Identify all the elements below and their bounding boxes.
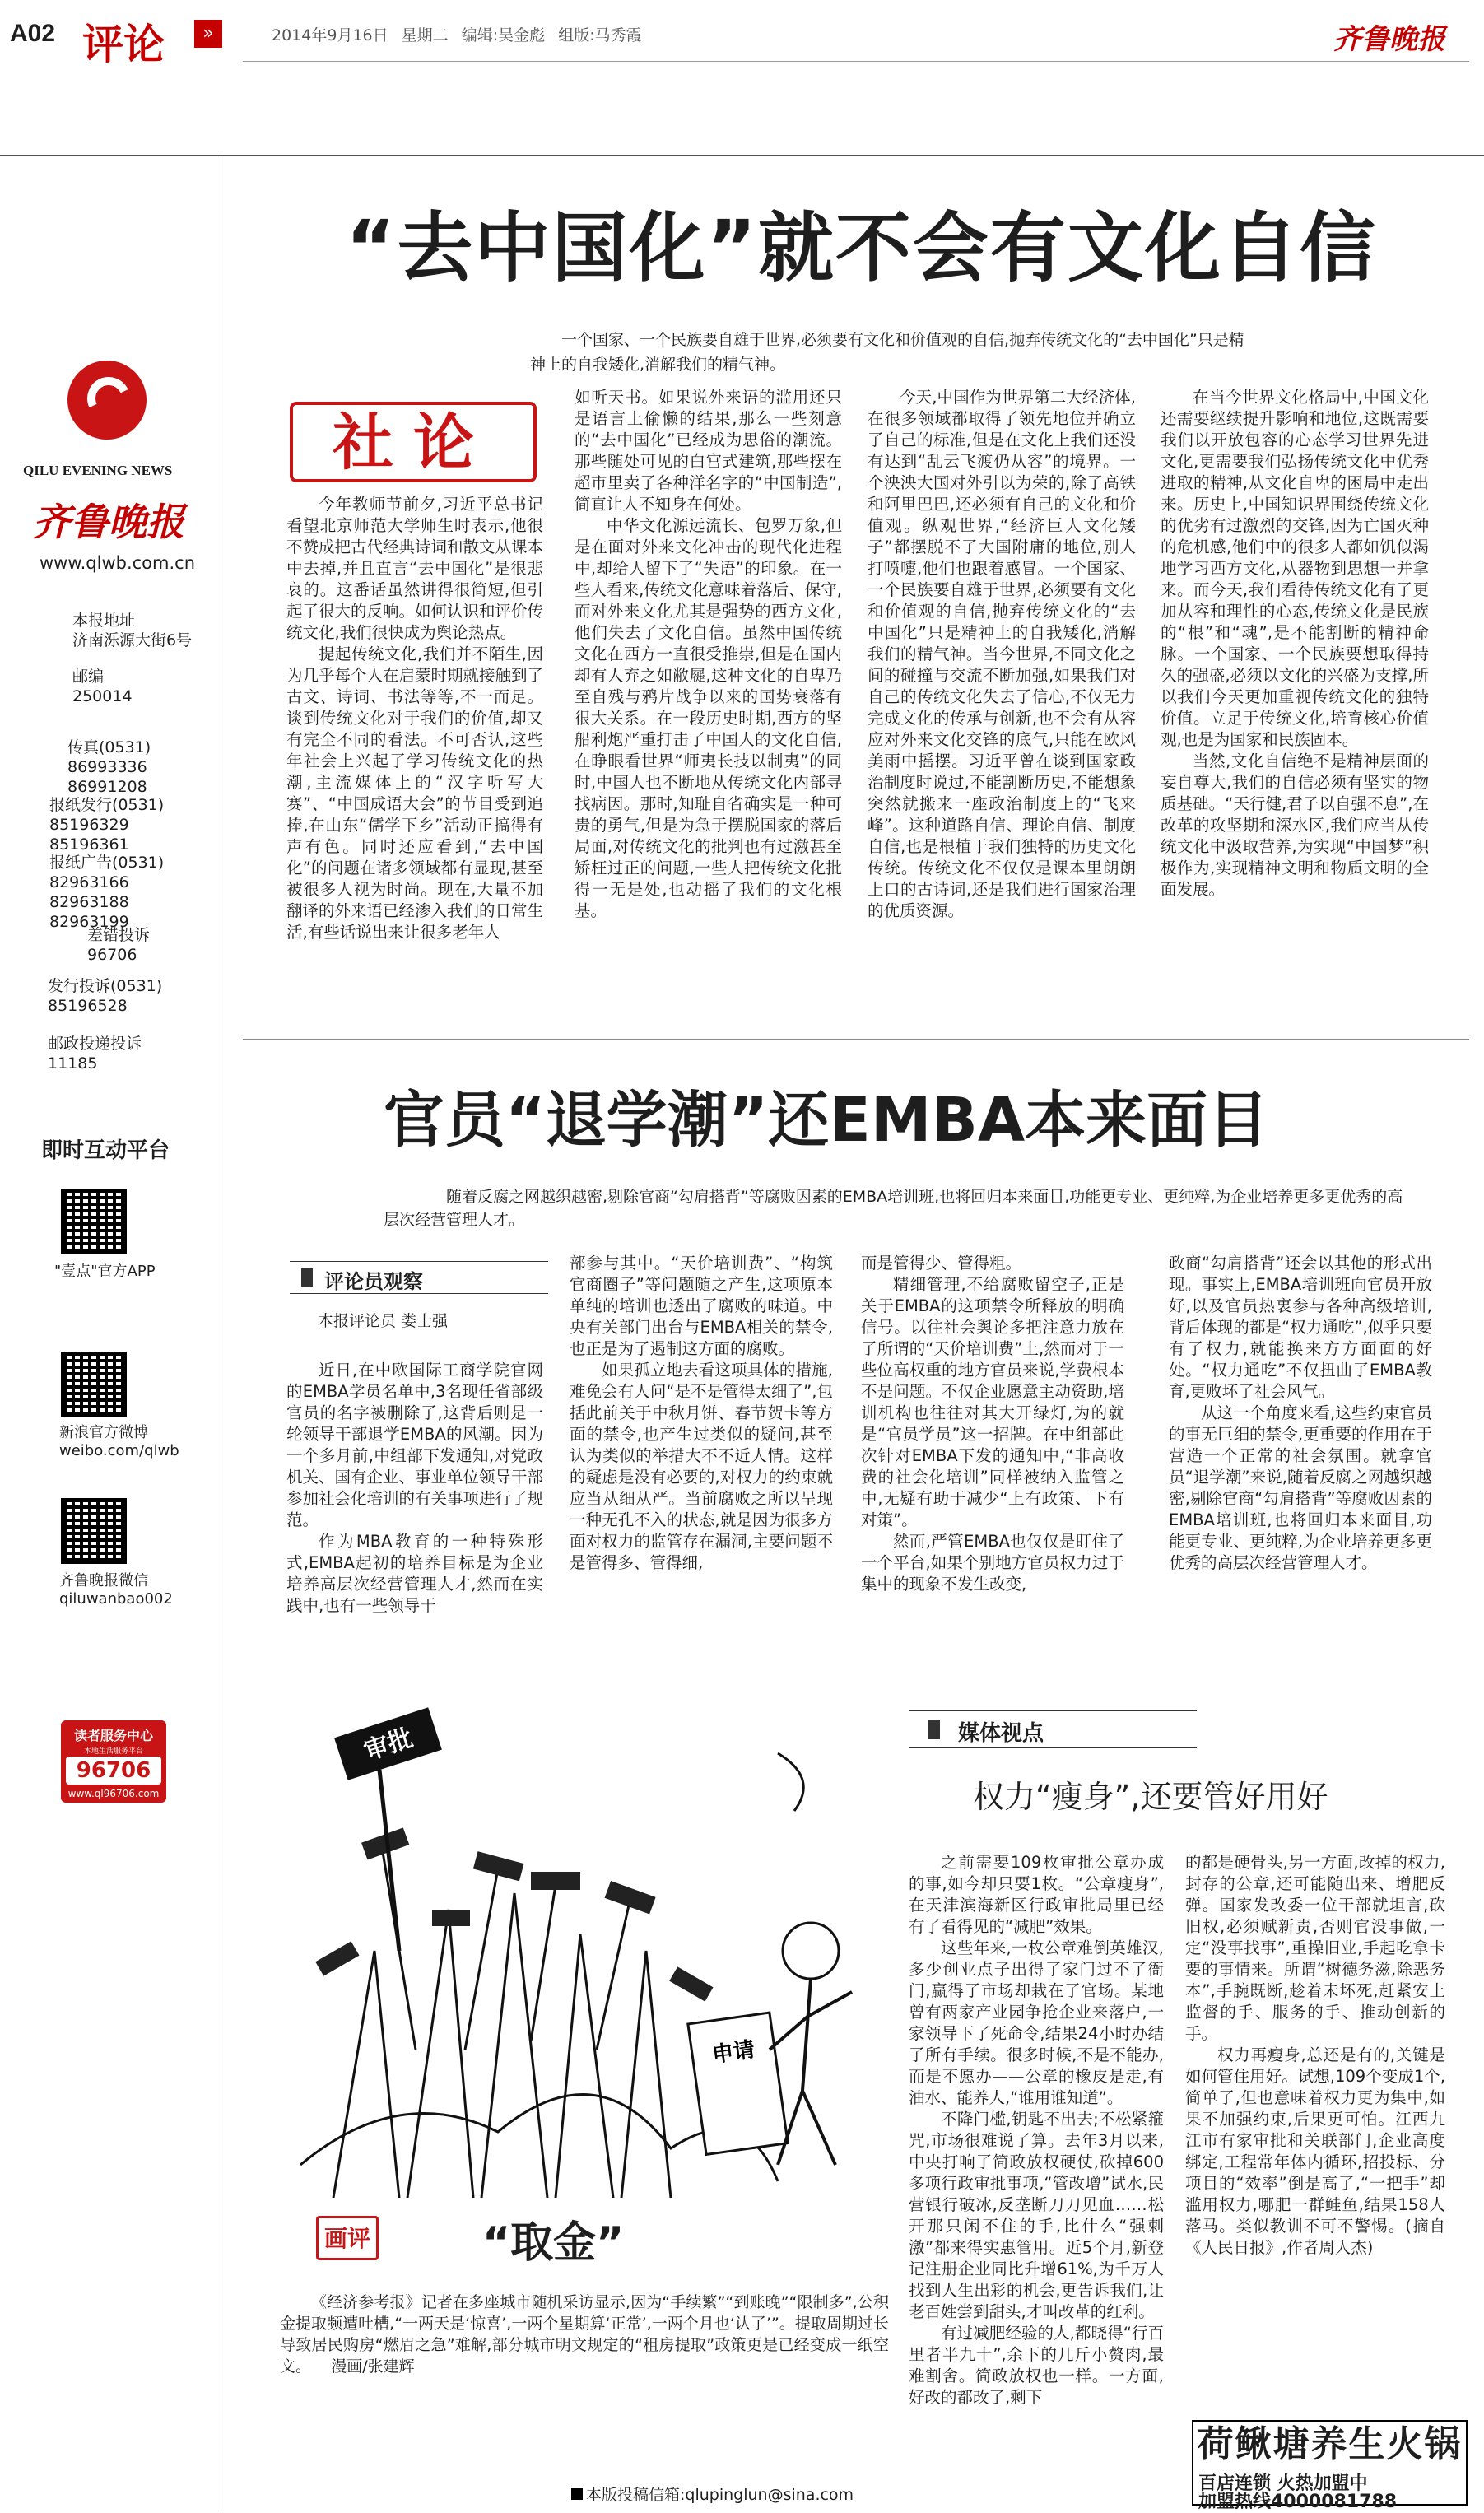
issue-weekday: 星期二 <box>401 26 449 44</box>
header-divider <box>0 155 1484 156</box>
paragraph: 从这一个角度来看,这些约束官员的事无巨细的禁令,更重要的作用在于营造一个正常的社会氛围。就拿官员“退学潮”来说,随着反腐之网越织越密,剔除官商“勾肩搭背”等腐败因素的EMBA培训班,也将回归本来面目,功能更专业、更纯粹,为企业培养更多更优秀的高层次经营管理人才。 <box>1169 1403 1432 1572</box>
weibo-url: weibo.com/qlwb <box>59 1442 179 1459</box>
paragraph: 有过减肥经验的人,都晓得“行百里者半九十”,余下的几斤小赘肉,最难割舍。简政放权也一样。一方面,好改的都改了,剩下 <box>909 2324 1164 2407</box>
editorial-headline: “去中国化”就不会有文化自信 <box>346 204 1377 292</box>
submission-email[interactable] <box>571 2483 854 2505</box>
distribution-label: 报纸发行(0531) <box>49 796 165 814</box>
column-marker-icon <box>928 1720 940 1739</box>
media-view-column-1 <box>909 1852 1164 2502</box>
interactive-title: 即时互动平台 <box>41 1138 170 1163</box>
wechat-caption <box>59 1572 173 1608</box>
paragraph: 如听天书。如果说外来语的滥用还只是语言上偷懒的结果,那么一些刻意的“去中国化”已经成为思俗的潮流。那些随处可见的白宫式建筑,那些摆在超市里卖了各种洋名字的“中国制造”,简直让人不知身在何处。 <box>575 388 842 514</box>
wechat-label: 齐鲁晚报微信 <box>59 1572 148 1589</box>
paragraph: 今天,中国作为世界第二大经济体,在很多领域都取得了领先地位并确立了自己的标准,但是在文化上我们还没有达到“乱云飞渡仍从容”的境界。一个泱泱大国对外引以为荣的,除了高铁和阿里巴巴,还必须有自己的文化和价值观。纵观世界,“经济巨人文化矮子”都摆脱不了大国附庸的地位,别人打喷嚏,他们也跟着感冒。一个国家、一个民族要自雄于世界,必须要有文化和价值观的自信,抛弃传统文化的“去中国化”只是精神上的自我矮化,消解我们的精气神。当今世界,不同文化之间的碰撞与交流不断加强,如果我们对自己的传统文化失去了信心,不仅无力完成文化的传承与创新,也不会有从容应对外来文化交锋的底气,只能在欧风美雨中摇摆。习近平曾在谈到国家政治制度时说过,不能割断历史,不能想象突然就搬来一座政治制度上的“飞来峰”。这种道路自信、理论自信、制度自信,也是根植于我们独特的历史文化传统。传统文化不仅仅是课本里朗朗上口的古诗词,还是我们进行国家治理的优质资源。 <box>868 388 1136 920</box>
emba-column-1 <box>286 1360 543 1664</box>
editorial-column-1 <box>286 494 543 1021</box>
fax-block <box>67 738 216 797</box>
paragraph: 政商“勾肩搭背”还会以其他的形式出现。事实上,EMBA培训班向官员开放好,以及官员热衷参与各种高级培训,背后体现的都是“权力通吃”,似乎只要有了权力,就能换来方方面面的好处。“权力通吃”不仅扭曲了EMBA教育,更败坏了社会风气。 <box>1169 1254 1432 1401</box>
paragraph: 然而,严管EMBA也仅仅是盯住了一个平台,如果个别地方官员权力过于集中的现象不发生改变, <box>861 1532 1124 1594</box>
emba-column-4 <box>1169 1253 1432 1664</box>
cartoon-caption <box>280 2292 889 2377</box>
cartoon-illustration <box>284 1704 893 2198</box>
complaint-label: 差错投诉 <box>87 926 151 944</box>
double-chevron-icon: » <box>194 20 222 48</box>
post-block <box>48 1034 196 1073</box>
header-logo: 齐鲁晚报 <box>1333 23 1445 56</box>
section-title: 评论 <box>82 20 165 68</box>
media-view-column-2 <box>1185 1852 1445 2412</box>
badge-title: 读者服务中心 <box>73 1728 153 1743</box>
emba-column-3 <box>861 1253 1124 1664</box>
distribution-phone: 85196329 85196361 <box>49 816 129 854</box>
app-caption: "壹点"官方APP <box>54 1263 156 1280</box>
section-rule <box>243 1039 1469 1040</box>
emba-byline: 本报评论员 娄士强 <box>318 1312 449 1330</box>
editor: 编辑:吴金彪 <box>461 26 546 44</box>
paragraph: 如果孤立地去看这项具体的措施,难免会有人问“是不是管得太细了”,包括此前关于中秋月饼、春节贺卡等方面的禁令,也产生过类似的疑问,甚至认为类似的举措大不不近人情。这样的疑虑是没有必要的,对权力的约束就应当从细从严。当前腐败之所以呈现一种无孔不入的状态,就是因为很多方面对权力的监管存在漏洞,主要问题不是管得多、管得细, <box>570 1361 833 1572</box>
square-bullet-icon <box>571 2488 583 2500</box>
complaint-block <box>87 925 219 965</box>
caption-text: 《经济参考报》记者在多座城市随机采访显示,因为“手续繁”“到账晚”“限制多”,公积金提取频遭吐槽,“一两天是‘惊喜’,一两个星期算‘正常’,一两个月也‘认了’”。提取周期过长导致居民购房“燃眉之急”难解,部分城市明文规定的“租房提取”政策更是已经变成一纸空文。 <box>280 2293 889 2376</box>
postcode-label: 邮编 <box>72 668 105 686</box>
weibo-caption <box>59 1424 179 1460</box>
post-phone: 11185 <box>48 1054 98 1073</box>
postcode-block <box>72 667 204 706</box>
editorial-stamp: 社论 <box>290 402 537 482</box>
editorial-column-2 <box>575 387 842 1021</box>
layout-editor: 组版:马秀霞 <box>558 26 642 44</box>
logo-chinese: 齐鲁晚报 <box>33 500 184 544</box>
paragraph: 在当今世界文化格局中,中国文化还需要继续提升影响和地位,这既需要我们以开放包容的心态学习世界先进文化,更需要我们弘扬传统文化中优秀进取的精神,从文化自卑的困局中走出来。历史上,中国知识界围绕传统文化的优劣有过激烈的交锋,因为亡国灭种的危机感,他们中的很多人都如饥似渴地学习西方文化,从器物到思想一并拿来。而今天,我们看待传统文化有了更加从容和理性的心态,传统文化是民族的“根”和“魂”,是不能割断的精神命脉。一个国家、一个民族要想取得持久的强盛,必须以文化的兴盛为支撑,所以我们今天更加重视传统文化的独特价值。立足于传统文化,培育核心价值观,也是为国家和民族固本。 <box>1161 388 1429 749</box>
paragraph: 中华文化源远流长、包罗万象,但是在面对外来文化冲击的现代化进程中,却给人留下了“失语”的印象。在一些人看来,传统文化意味着落后、保守,而对外来文化尤其是强势的西方文化,他们失去了文化自信。虽然中国传统文化在西方一直很受推崇,但是在国内却有人弃之如敝屣,这种文化的自卑乃至自残与鸦片战争以来的国势衰落有很大关系。在一段历史时期,西方的坚船利炮严重打击了中国人的文化自信,在睁眼看世界“师夷长技以制夷”的同时,中国人也不断地从传统文化内部寻找病因。那时,知耻自省确实是一种可贵的勇气,但是为急于摆脱国家的落后局面,对传统文化的批判也有过激甚至矫枉过正的问题,一些人把传统文化批得一无是处,也动摇了我们的文化根基。 <box>575 516 842 920</box>
application-sign: 申请 <box>710 2037 757 2069</box>
paragraph: 部参与其中。“天价培训费”、“构筑官商圈子”等问题随之产生,这项原本单纯的培训也透出了腐败的味道。中央有关部门出台与EMBA相关的禁令,也正是为了遏制这方面的腐败。 <box>570 1254 833 1358</box>
fax-label: 传真(0531) <box>67 738 151 756</box>
ads-label: 报纸广告(0531) <box>49 854 165 872</box>
distribution-block <box>49 795 198 854</box>
paragraph: 而是管得少、管得粗。 <box>861 1254 1022 1273</box>
ad-hotline: 加盟热线4000081788 <box>1198 2492 1398 2512</box>
badge-number: 96706 <box>66 1757 161 1785</box>
app-qr-icon[interactable] <box>61 1189 127 1254</box>
editorial-column-4 <box>1161 387 1429 1021</box>
emba-headline: 官员“退学潮”还EMBA本来面目 <box>384 1085 1269 1156</box>
weibo-label: 新浪官方微博 <box>59 1424 148 1441</box>
cartoon-author: 漫画/张建辉 <box>331 2357 415 2376</box>
header-info <box>272 23 642 45</box>
ads-block <box>49 853 198 932</box>
hotpot-advertisement[interactable] <box>1192 2420 1468 2512</box>
page-number: A02 <box>10 20 56 47</box>
address-block <box>72 611 204 650</box>
issue-label: 发行投诉(0531) <box>48 977 163 995</box>
media-view-label: 媒体视点 <box>958 1721 1044 1746</box>
wechat-id: qiluwanbao002 <box>59 1590 173 1608</box>
paragraph: 当然,文化自信绝不是精神层面的妄自尊大,我们的自信必须有坚实的物质基础。“天行健,君子以自强不息”,在改革的攻坚期和深水区,我们应当从传统文化中汲取营养,为实现“中国梦”积极作为,实现精神文明和物质文明的全面发展。 <box>1161 752 1429 899</box>
ad-slogan: 百店连锁 火热加盟中 <box>1198 2473 1368 2494</box>
header-rule <box>243 61 1469 62</box>
complaint-phone: 96706 <box>87 946 137 964</box>
postcode: 250014 <box>72 687 133 705</box>
approval-sign: 审批 <box>360 1724 416 1766</box>
paragraph: 权力再瘦身,总还是有的,关键是如何管住用好。试想,109个变成1个,简单了,但也意味着权力更为集中,如果不加强约束,后果更可怕。江西九江市有家审批和关联部门,企业高度绑定,工程常年体内循环,招投标、分项目的“效率”倒是高了,“一把手”却滥用权力,哪肥一群鲑鱼,结果158人落马。类似教训不可不警惕。(摘自《人民日报》,作者周人杰) <box>1185 2045 1445 2257</box>
cartoon-label: 画评 <box>316 2216 379 2260</box>
editorial-column-3 <box>868 387 1136 1021</box>
address-label: 本报地址 <box>72 612 136 630</box>
weibo-qr-icon[interactable] <box>61 1352 127 1417</box>
paragraph: 作为MBA教育的一种特殊形式,EMBA起初的培养目标是为企业培养高层次经营管理人才,然而在实践中,也有一些领导干 <box>286 1532 543 1615</box>
address: 济南泺源大街6号 <box>72 631 193 649</box>
paragraph: 近日,在中欧国际工商学院官网的EMBA学员名单中,3名现任省部级官员的名字被删除了,这背后则是一轮领导干部退学EMBA的风潮。因为一个多月前,中组部下发通知,对党政机关、国有企业、事业单位领导干部参加社会化培训的有关事项进行了规范。 <box>286 1361 543 1529</box>
cartoon-title: “取金” <box>482 2218 625 2268</box>
badge-subtitle: 本地生活服务平台 <box>83 1747 143 1756</box>
email-text: 本版投稿信箱:qlupinglun@sina.com <box>586 2486 854 2504</box>
paragraph: 提起传统文化,我们并不陌生,因为几乎每个人在启蒙时期就接触到了古文、诗词、书法等等,不一而足。谈到传统文化对于我们的价值,却又有完全不同的看法。不可否认,这些年社会上兴起了学习传统文化的热潮,主流媒体上的“汉字听写大赛”、“中国成语大会”的节目受到追捧,在山东“儒学下乡”活动正搞得有声有色。同时还应看到,“去中国化”的问题在诸多领域都有显现,甚至被很多人视为时尚。现在,大量不加翻译的外来语已经渗入我们的日常生活,有些话说出来让很多老年人 <box>286 645 543 942</box>
media-view-headline: 权力“瘦身”,还要管好用好 <box>973 1779 1328 1815</box>
wechat-qr-icon[interactable] <box>61 1498 127 1564</box>
paragraph: 的都是硬骨头,另一方面,改掉的权力,封存的公章,还可能随出来、增肥反弹。国家发改委一位干部就坦言,砍旧权,必须赋新责,否则官没事做,一定“没事找事”,重操旧业,手起吃拿卡要的事情来。所谓“树德务滋,除恶务本”,手腕既断,趁着未坏死,赶紧安上监督的手、服务的手、推动创新的手。 <box>1185 1853 1445 2043</box>
media-view-tag <box>909 1710 1197 1748</box>
ads-phone: 82963166 82963188 82963199 <box>49 873 129 931</box>
post-label: 邮政投递投诉 <box>48 1035 142 1053</box>
editorial-lede: 一个国家、一个民族要自雄于世界,必须要有文化和价值观的自信,抛弃传统文化的“去中国化”只是精神上的自我矮化,消解我们的精气神。 <box>530 331 1244 374</box>
badge-url: www.ql96706.com <box>67 1788 160 1799</box>
reader-service-badge[interactable] <box>61 1720 166 1803</box>
column-marker-icon <box>301 1268 313 1287</box>
column-tag <box>290 1261 548 1294</box>
paragraph: 之前需要109枚审批公章办成的事,如今却只要1枚。“公章瘦身”,在天津滨海新区行政审批局里已经有了看得见的“减肥”效果。 <box>909 1853 1164 1936</box>
fax: 86993336 86991208 <box>67 758 147 796</box>
website-link[interactable]: www.qlwb.com.cn <box>40 553 195 573</box>
paragraph: 这些年来,一枚公章难倒英雄汉,多少创业点子出得了家门过不了衙门,赢得了市场却栽在了官场。某地曾有两家产业园争抢企业来落户,一家领导下了死命令,结果24小时办结了所有手续。很多时候,不是不能办,而是不愿办——公章的橡皮是走,有油水、能养人,“谁用谁知道”。 <box>909 1938 1164 2107</box>
issue-phone: 85196528 <box>48 997 128 1015</box>
paragraph: 精细管理,不给腐败留空子,正是关于EMBA的这项禁令所释放的明确信号。以往社会舆论多把注意力放在了所谓的“天价培训费”上,然而对于一些位高权重的地方官员来说,学费根本不是问题。不仅企业愿意主动资助,培训机构也往往对其大开绿灯,为的就是“官员学员”这一招牌。在中组部此次针对EMBA下发的通知中,“非高收费的社会化培训”同样被纳入监管之中,无疑有助于减少“上有政策、下有对策”。 <box>861 1275 1124 1529</box>
issue-block <box>48 976 196 1016</box>
emba-lede: 随着反腐之网越织越密,剔除官商“勾肩搭背”等腐败因素的EMBA培训班,也将回归本来面目,功能更专业、更纯粹,为企业培养更多更优秀的高层次经营管理人才。 <box>384 1188 1403 1229</box>
emba-column-2 <box>570 1253 833 1664</box>
issue-date: 2014年9月16日 <box>272 26 388 44</box>
paragraph: 不降门槛,钥匙不出去;不松紧箍咒,市场很难说了算。去年3月以来,中央打响了简政放权硬仗,砍掉600多项行政审批事项,“管改增”试水,民营银行破冰,反垄断刀刀见血……松开那只闲不住的手,比什么“强刺激”都来得实惠管用。近5个月,新登记注册企业同比升增61%,为千万人找到人生出彩的机会,更告诉我们,让老百姓尝到甜头,才叫改革的红利。 <box>909 2110 1164 2321</box>
ad-brand: 荷鳅塘养生火锅 <box>1197 2423 1463 2465</box>
paragraph: 今年教师节前夕,习近平总书记看望北京师范大学师生时表示,他很不赞成把古代经典诗词和散文从课本中去掉,并且直言“去中国化”是很悲哀的。这番话虽然讲得很简短,但引起了很大的反响。如何认识和评价传统文化,我们很快成为舆论热点。 <box>286 495 543 642</box>
logo-english: QILU EVENING NEWS <box>23 463 173 478</box>
column-name: 评论员观察 <box>324 1270 423 1293</box>
